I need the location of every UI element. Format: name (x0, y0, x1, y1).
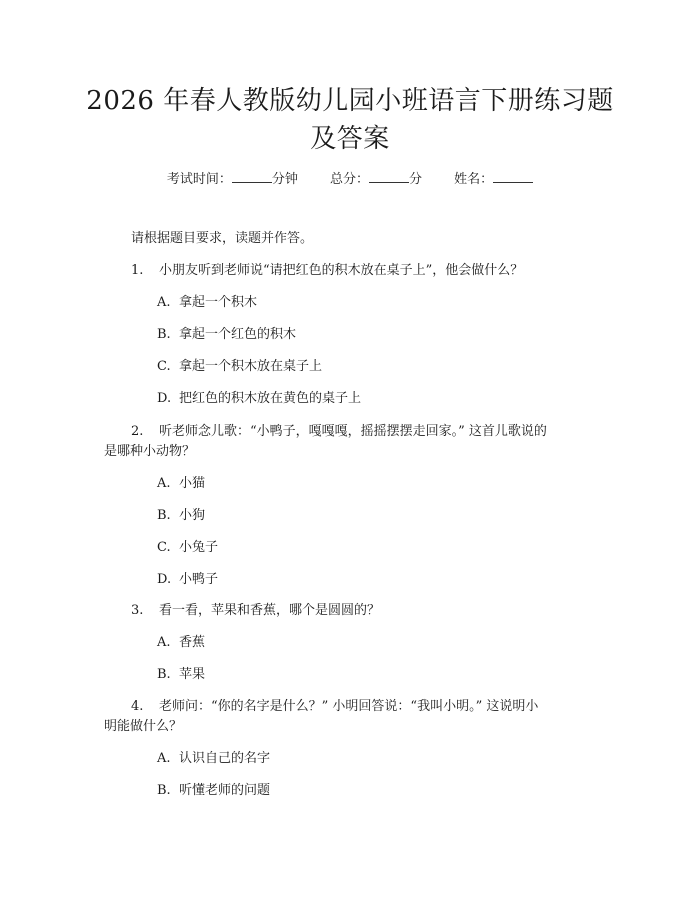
question-1-option-b: B. 拿起一个红色的积木 (157, 327, 297, 342)
question-3-option-a: A. 香蕉 (157, 635, 206, 650)
question-1-option-a: A. 拿起一个积木 (157, 295, 258, 310)
question-4-option-b: B. 听懂老师的问题 (157, 783, 271, 798)
question-4-option-a: A. 认识自己的名字 (157, 751, 271, 766)
exam-score: 总分： 分 (329, 172, 423, 187)
question-1: 1. 小朋友听到老师说“请把红色的积木放在桌子上”，他会做什么？ (131, 263, 524, 278)
question-3-option-b: B. 苹果 (157, 667, 206, 682)
question-4: 4. 老师问：“你的名字是什么？” 小明回答说：“我叫小明。” 这说明小 (131, 699, 539, 714)
question-2-option-c: C. 小兔子 (157, 540, 219, 555)
question-1-option-d: D. 把红色的积木放在黄色的桌子上 (157, 391, 362, 406)
exam-name: 姓名： (454, 172, 533, 187)
title-line-2: 及答案 (310, 124, 390, 154)
question-1-option-c: C. 拿起一个积木放在桌子上 (157, 359, 323, 374)
question-2-continued: 是哪种小动物？ (104, 444, 196, 459)
question-2-option-d: D. 小鸭子 (157, 572, 219, 587)
question-2-option-b: B. 小狗 (157, 508, 206, 523)
exam-time: 考试时间： 分钟 (166, 172, 298, 187)
exam-meta (0, 168, 700, 187)
document-title (60, 82, 640, 158)
question-3: 3. 看一看，苹果和香蕉，哪个是圆圆的？ (131, 603, 381, 618)
question-2: 2. 听老师念儿歌：“小鸭子，嘎嘎嘎，摇摇摆摆走回家。” 这首儿歌说的 (131, 424, 547, 439)
score-blank (369, 170, 409, 183)
question-4-continued: 明能做什么？ (104, 719, 183, 734)
instructions: 请根据题目要求，读题并作答。 (131, 231, 314, 246)
time-blank (232, 170, 272, 183)
title-line-1: 2026 年春人教版幼儿园小班语言下册练习题 (86, 86, 614, 116)
name-blank (493, 170, 533, 183)
question-2-option-a: A. 小猫 (157, 476, 206, 491)
